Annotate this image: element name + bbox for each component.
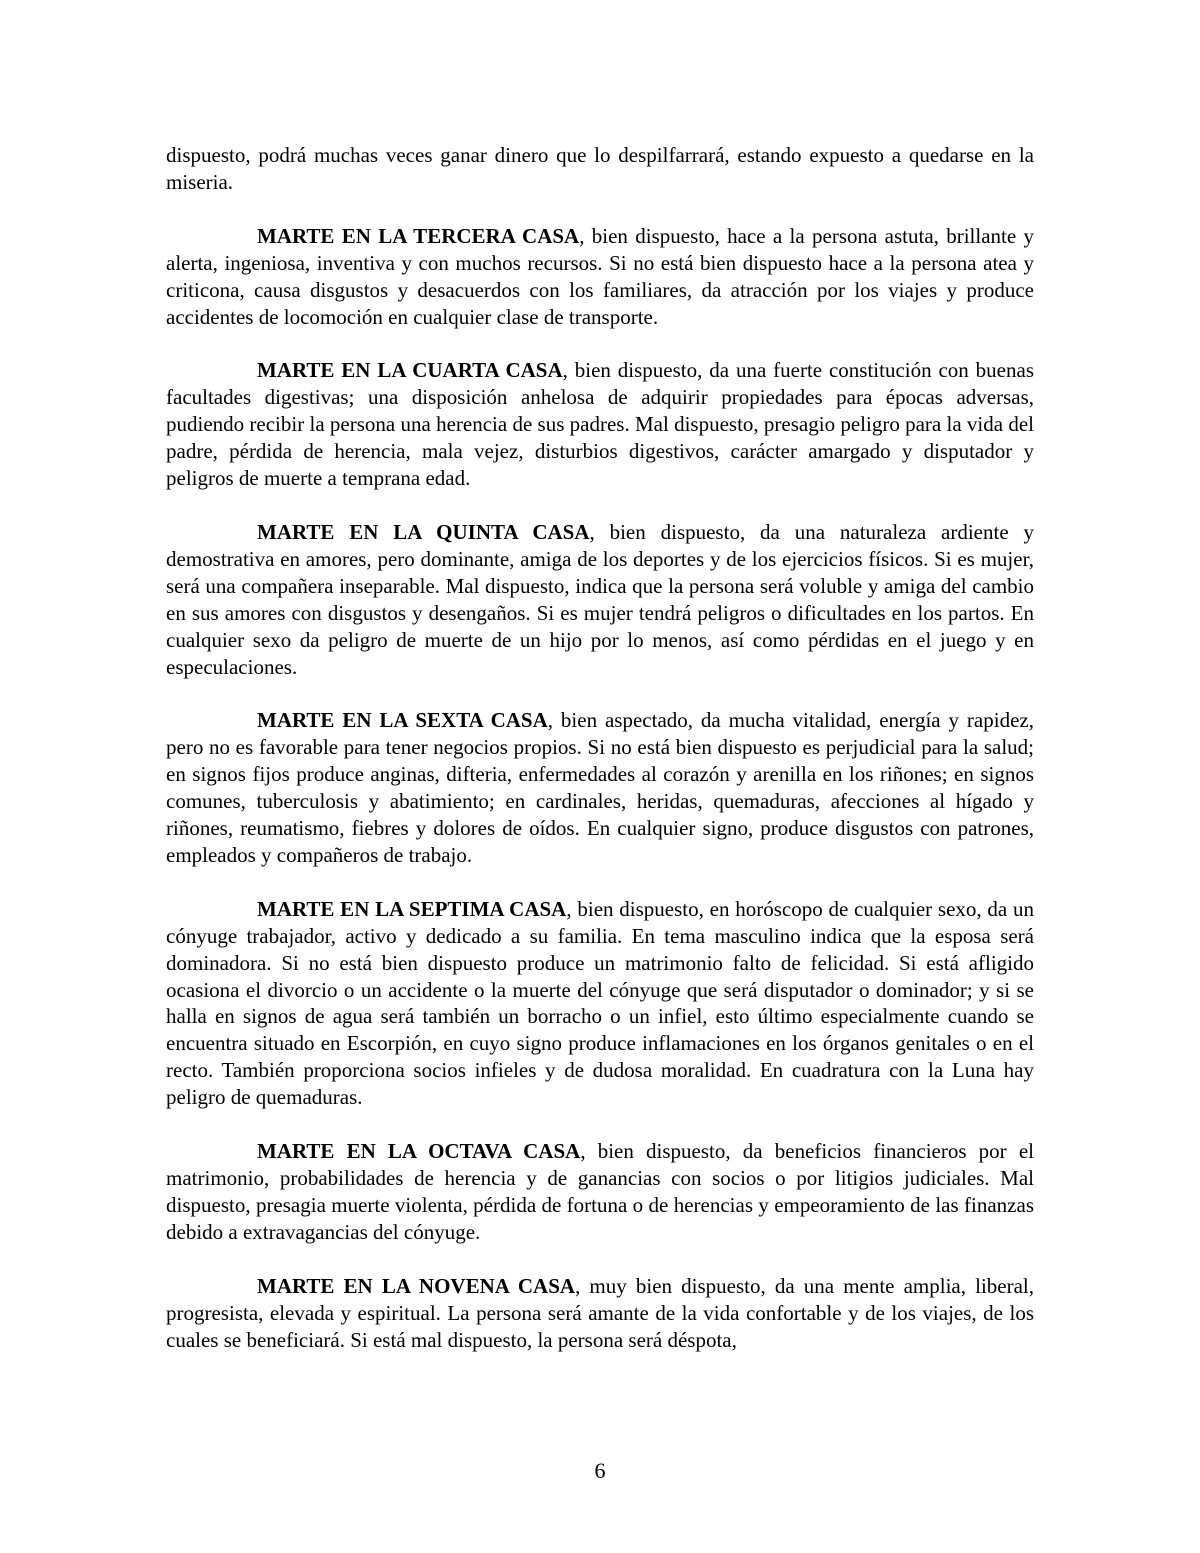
paragraph-octava-casa bbox=[166, 1138, 1034, 1246]
paragraph-text: , bien dispuesto, hace a la persona astuta, brillante y alerta, ingeniosa, inventiva y con muchos recursos. Si no está bien dispuesto hace a la persona atea y criticona, causa disgustos y desacuerdos con los familiares, da atracción por los viajes y produce accidentes de locomoción en cualquier clase de transporte. bbox=[166, 223, 1034, 329]
paragraph-cuarta-casa bbox=[166, 357, 1034, 492]
paragraph-heading: MARTE EN LA CUARTA CASA bbox=[257, 358, 563, 383]
paragraph-text: , bien dispuesto, da una naturaleza ardiente y demostrativa en amores, pero dominante, amiga de los deportes y de los ejercicios físicos. Si es mujer, será una compañera inseparable. Mal dispuesto, indica que la persona será voluble y amiga del cambio en sus amores con disgustos y desengaños. Si es mujer tendrá peligros o dificultades en los partos. En cualquier sexo da peligro de muerte de un hijo por lo menos, así como pérdidas en el juego y en especulaciones. bbox=[166, 519, 1034, 679]
paragraph-heading: MARTE EN LA TERCERA CASA bbox=[257, 223, 580, 248]
paragraph-text: dispuesto, podrá muchas veces ganar dinero que lo despilfarrará, estando expuesto a quedarse en la miseria. bbox=[166, 143, 1034, 194]
paragraph-text: , muy bien dispuesto, da una mente amplia, liberal, progresista, elevada y espiritual. La persona será amante de la vida confortable y de los viajes, de los cuales se beneficiará. Si está mal dispuesto, la persona será déspota, bbox=[166, 1273, 1035, 1352]
paragraph-heading: MARTE EN LA SEPTIMA CASA bbox=[257, 896, 567, 921]
paragraph-quinta-casa bbox=[166, 519, 1034, 680]
paragraph-heading: MARTE EN LA SEXTA CASA bbox=[257, 708, 548, 733]
paragraph-heading: MARTE EN LA NOVENA CASA bbox=[257, 1273, 576, 1298]
paragraph-sexta-casa bbox=[166, 707, 1034, 868]
page-number: 6 bbox=[594, 1458, 606, 1483]
paragraph-heading: MARTE EN LA QUINTA CASA bbox=[257, 519, 590, 544]
paragraph-text: , bien dispuesto, da beneficios financieros por el matrimonio, probabilidades de herencia y de ganancias con socios o por litigios judiciales. Mal dispuesto, presagia muerte violenta, pérdida de fortuna o de herencias y empeoramiento de las finanzas debido a extravagancias del cónyuge. bbox=[166, 1139, 1034, 1244]
paragraph-novena-casa bbox=[166, 1273, 1034, 1354]
page-body bbox=[166, 142, 1034, 1380]
paragraph-continuation bbox=[166, 142, 1034, 196]
paragraph-text: , bien dispuesto, da una fuerte constitución con buenas facultades digestivas; una disposición anhelosa de adquirir propiedades para épocas adversas, pudiendo recibir la persona una herencia de sus padres. Mal dispuesto, presagio peligro para la vida del padre, pérdida de herencia, mala vejez, disturbios digestivos, carácter amargado y disputador y peligros de muerte a temprana edad. bbox=[166, 358, 1034, 491]
paragraph-tercera-casa bbox=[166, 223, 1034, 331]
paragraph-text: , bien aspectado, da mucha vitalidad, energía y rapidez, pero no es favorable para tener negocios propios. Si no está bien dispuesto es perjudicial para la salud; en signos fijos produce anginas, difteria, enfermedades al corazón y arenilla en los riñones; en signos comunes, tuberculosis y abatimiento; en cardinales, heridas, quemaduras, afecciones al hígado y riñones, reumatismo, fiebres y dolores de oídos. En cualquier signo, produce disgustos con patrones, empleados y compañeros de trabajo. bbox=[166, 708, 1034, 867]
paragraph-heading: MARTE EN LA OCTAVA CASA bbox=[257, 1139, 581, 1164]
paragraph-septima-casa bbox=[166, 896, 1034, 1111]
paragraph-text: , bien dispuesto, en horóscopo de cualquier sexo, da un cónyuge trabajador, activo y dedicado a su familia. En tema masculino indica que la esposa será dominadora. Si no está bien dispuesto produce un matrimonio falto de felicidad. Si está afligido ocasiona el divorcio o un accidente o la muerte del cónyuge que será disputador o dominador; y si se halla en signos de agua será también un borracho o un infiel, esto último especialmente cuando se encuentra situado en Escorpión, en cuyo signo produce inflamaciones en los órganos genitales o en el recto. También proporciona socios infieles y de dudosa moralidad. En cuadratura con la Luna hay peligro de quemaduras. bbox=[166, 896, 1035, 1110]
